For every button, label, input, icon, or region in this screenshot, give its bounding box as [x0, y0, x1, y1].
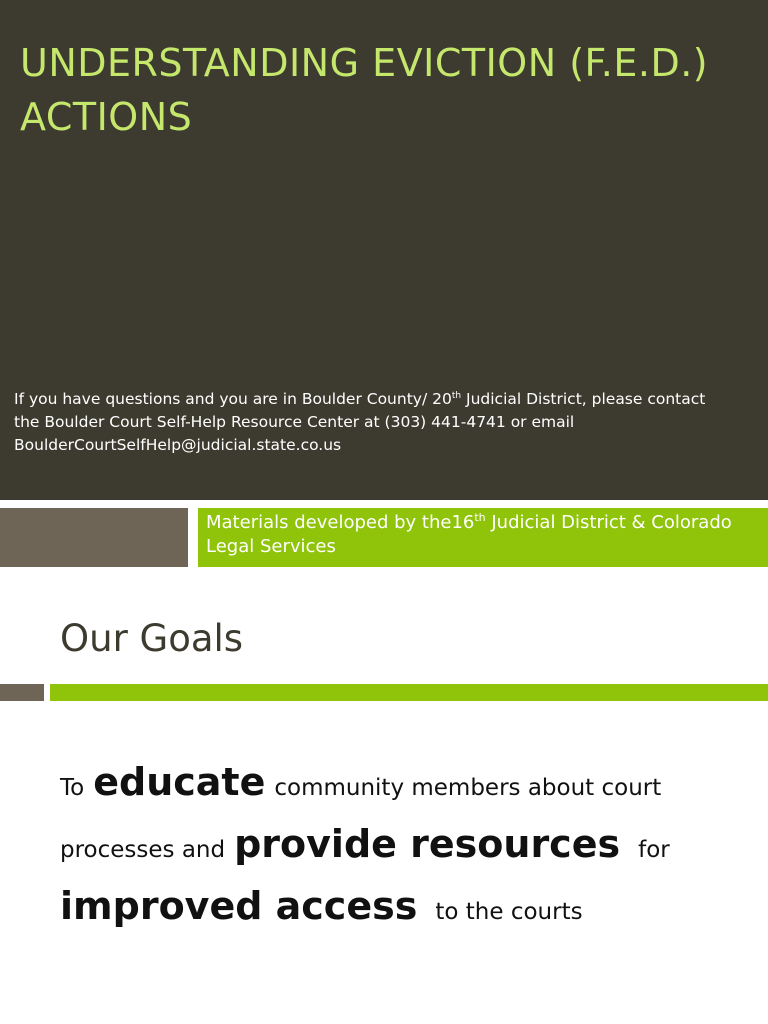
- goals-heading: Our Goals: [60, 617, 244, 660]
- goals-statement: [60, 760, 740, 946]
- footer-gray-block: [0, 508, 188, 567]
- materials-superscript: th: [474, 511, 486, 524]
- goals-text-processes: processes and: [60, 837, 226, 863]
- goals-text-courts: to the courts: [435, 899, 583, 925]
- goals-text-community: community members about court: [274, 775, 662, 801]
- contact-text-part2: Judicial District, please contact the Boulder Court Self-Help Resource Center at (303) 441-4741 or email BoulderCourtSelfHelp@judicial.state.co.us: [14, 390, 706, 454]
- contact-superscript: th: [451, 390, 462, 401]
- goals-line-1: [60, 760, 740, 822]
- goals-divider-green: [50, 684, 768, 701]
- footer-green-block: [198, 508, 768, 567]
- contact-text-part1: If you have questions and you are in Boulder County/ 20: [14, 390, 452, 408]
- materials-text-part2: Judicial District & Colorado Legal Services: [206, 512, 732, 557]
- title-slide: [0, 0, 768, 500]
- goals-word-to: To: [60, 775, 85, 801]
- goals-emphasis-educate: educate: [93, 760, 266, 804]
- goals-line-3: [60, 884, 740, 946]
- goals-text-for: for: [638, 837, 670, 863]
- materials-text-part1: Materials developed by the16: [206, 512, 475, 533]
- goals-emphasis-provide-resources: provide resources: [234, 822, 621, 866]
- contact-info: [14, 388, 734, 457]
- goals-divider-gray: [0, 684, 44, 701]
- materials-credit: [206, 511, 756, 559]
- slide-title: UNDERSTANDING EVICTION (F.E.D.) ACTIONS: [20, 41, 709, 139]
- goals-line-2: [60, 822, 740, 884]
- goals-emphasis-improved-access: improved access: [60, 884, 418, 928]
